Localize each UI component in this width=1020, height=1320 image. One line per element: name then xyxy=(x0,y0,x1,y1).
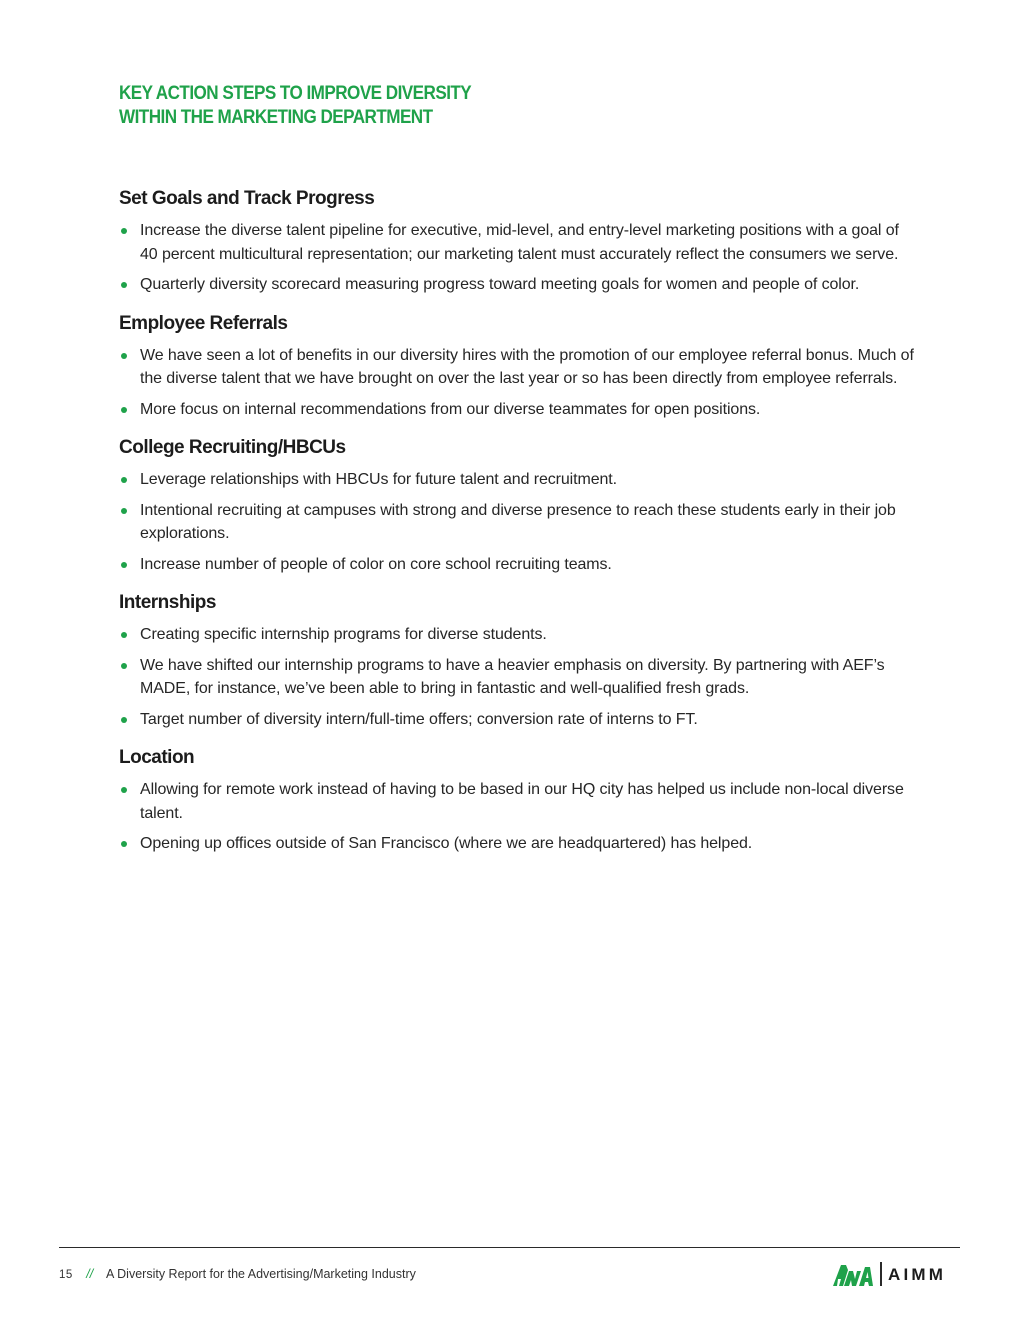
section-employee-referrals xyxy=(119,311,919,422)
list-item xyxy=(119,219,919,266)
bullet-icon xyxy=(121,282,127,288)
list-item-text: Intentional recruiting at campuses with strong and diverse presence to reach these students early in their job explorations. xyxy=(140,501,896,542)
list-item-text: Increase the diverse talent pipeline for executive, mid-level, and entry-level marketing positions with a goal of 40 percent multicultural representation; our marketing talent must accurately reflect the consumers we serve. xyxy=(140,222,899,263)
section-title: College Recruiting/HBCUs xyxy=(119,437,346,458)
list-item xyxy=(119,654,919,701)
bullet-list xyxy=(119,778,919,856)
list-item-text: More focus on internal recommendations from our diverse teammates for open positions. xyxy=(140,400,761,418)
report-title: A Diversity Report for the Advertising/Marketing Industry xyxy=(106,1267,416,1281)
list-item-text: We have seen a lot of benefits in our diversity hires with the promotion of our employee referral bonus. Much of the diverse talent that we have brought on over the last year or so has been directly from employee referrals. xyxy=(140,346,914,387)
bullet-icon xyxy=(121,477,127,483)
section-college-recruiting xyxy=(119,435,919,576)
list-item-text: Creating specific internship programs for diverse students. xyxy=(140,626,547,643)
footer-separator: // xyxy=(86,1267,94,1281)
bullet-icon xyxy=(121,841,127,847)
bullet-list xyxy=(119,468,919,576)
list-item-text: Allowing for remote work instead of having to be based in our HQ city has helped us include non-local diverse talent. xyxy=(140,781,904,822)
aimm-logo: AIMM xyxy=(888,1265,947,1284)
footer-divider xyxy=(59,1247,960,1248)
section-set-goals xyxy=(119,186,919,297)
bullet-list xyxy=(119,344,919,422)
bullet-icon xyxy=(121,787,127,793)
page-title-line-1: KEY ACTION STEPS TO IMPROVE DIVERSITY xyxy=(119,83,472,104)
list-item xyxy=(119,778,919,825)
bullet-icon xyxy=(121,407,127,413)
page-title xyxy=(119,82,471,130)
list-item xyxy=(119,273,919,297)
list-item-text: Target number of diversity intern/full-time offers; conversion rate of interns to FT. xyxy=(140,710,698,728)
list-item xyxy=(119,468,919,492)
section-location xyxy=(119,745,919,856)
list-item-text: Quarterly diversity scorecard measuring progress toward meeting goals for women and people of color. xyxy=(140,276,860,293)
list-item-text: Increase number of people of color on core school recruiting teams. xyxy=(140,555,612,573)
bullet-icon xyxy=(121,717,127,723)
section-title: Location xyxy=(119,747,195,768)
logo-divider xyxy=(880,1262,882,1286)
section-title: Internships xyxy=(119,592,216,613)
list-item xyxy=(119,344,919,391)
bullet-list xyxy=(119,219,919,297)
list-item xyxy=(119,499,919,546)
bullet-list xyxy=(119,623,919,731)
bullet-icon xyxy=(121,353,127,359)
bullet-icon xyxy=(121,562,127,568)
list-item xyxy=(119,623,919,647)
section-title: Set Goals and Track Progress xyxy=(119,188,375,209)
list-item-text: Leverage relationships with HBCUs for future talent and recruitment. xyxy=(140,471,617,488)
bullet-icon xyxy=(121,663,127,669)
list-item xyxy=(119,708,919,732)
main-content xyxy=(119,186,919,870)
list-item-text: We have shifted our internship programs to have a heavier emphasis on diversity. By partnering with AEF’s MADE, for instance, we’ve been able to bring in fantastic and well-qualified fresh grads. xyxy=(140,656,885,697)
bullet-icon xyxy=(121,228,127,234)
list-item xyxy=(119,553,919,577)
page-number: 15 xyxy=(59,1269,73,1281)
bullet-icon xyxy=(121,632,127,638)
bullet-icon xyxy=(121,508,127,514)
section-internships xyxy=(119,590,919,731)
footer xyxy=(59,1265,416,1284)
list-item-text: Opening up offices outside of San Francisco (where we are headquartered) has helped. xyxy=(140,835,753,852)
ana-logo-icon xyxy=(832,1261,874,1287)
section-title: Employee Referrals xyxy=(119,312,288,334)
list-item xyxy=(119,832,919,856)
list-item xyxy=(119,398,919,422)
page-title-line-2: WITHIN THE MARKETING DEPARTMENT xyxy=(119,107,433,128)
